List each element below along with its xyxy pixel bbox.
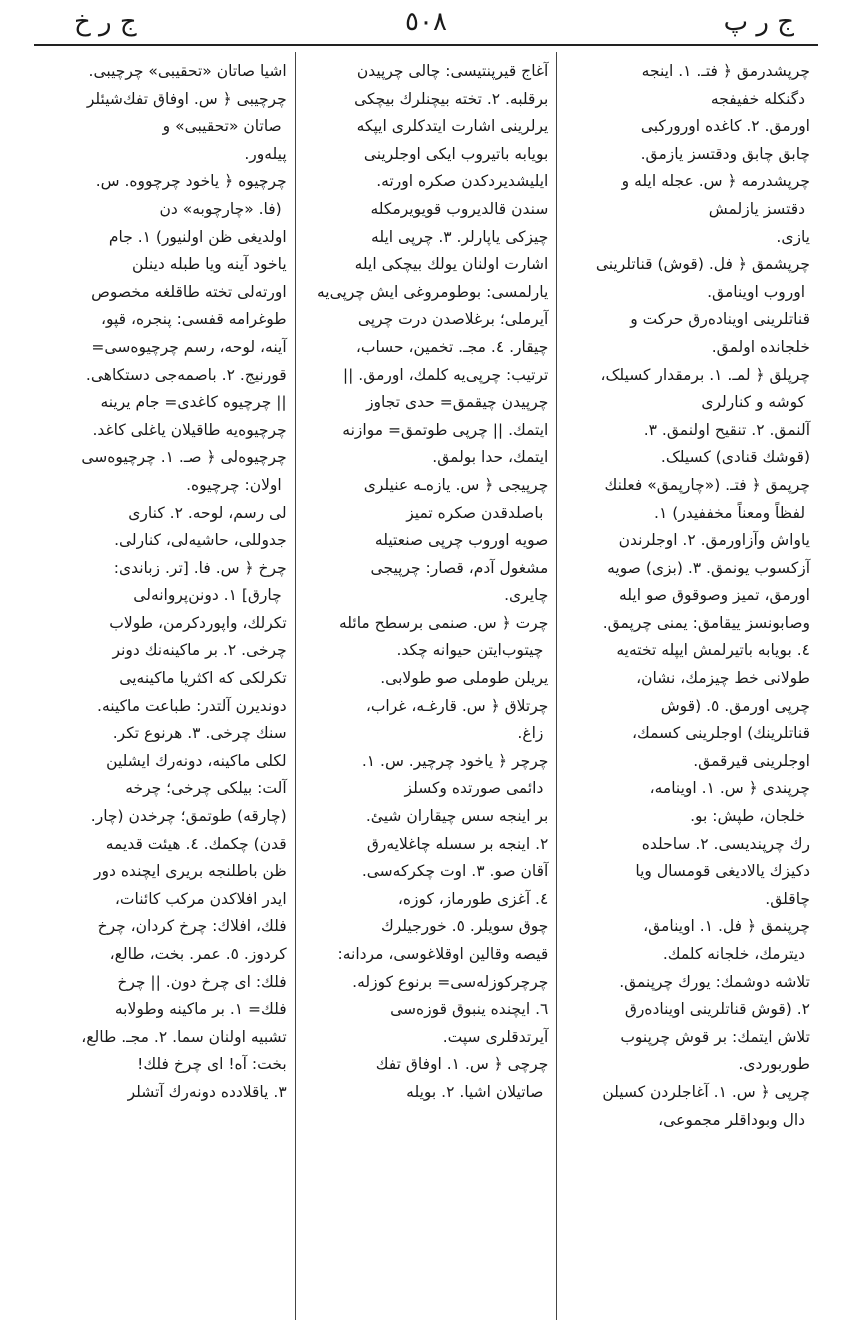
column-right-text: چرپشدرمق ﴿ فتـ. ١. اینجه دگنکله خفیفجه اورمق. ٢. کاغده اورورکبی چابق چابق ودقتسز یازمق. چرپشدرمه ﴿ س. عجله ایله و دقتسز یازلمش یازی. چرپشمق ﴿ فل. (قوش) قناتلرینی اوروب اوینامق. قناتلرینی اوینادەرق حرکت و خلجانده اولمق. چرپلق ﴿ لمـ. ١. برمقدار کسیلک، کوشه و کنارلری آلنمق. ٢. تنقیح اولنمق. ٣. (قوشك قنادی) کسیلک. چرپمق ﴿ فتـ. («چارپمق» فعلنك لفظاً ومعناً مخففیدر) ١. یاواش وآزاورمق. ٢. اوجلرندن آزکسوب یونمق. ٣. (بزی) صویه اورمق، تمیز وصوقوق صو ایله وصابونسز ییقامق: یمنی چرپمق. ٤. بویابه باتیرلمش ایپله تخته‌یه طولانی خط چیزمك، نشان، چرپی اورمق. ٥. (قوش قناتلرینك) اوجلرینی کسمك، اوجلرینی قیرقمق. چرپندی ﴿ س. ١. اوینامه، خلجان، طپش: بو. رك چرپندیسی. ٢. ساحلده دکیزك یالادیغی قومسال ویا چاقلق. چرپنمق ﴿ فل. ١. اوینامق، دیترمك، خلجانه کلمك. تلاشه دوشمك: یورك چرپنمق. ٢. (قوش قناتلرینی اوینادەرق تلاش ایتمك: بر قوش چرپنوب طوربوردی. چرپی ﴿ س. ١. آغاجلردن کسیلن دال وبوداقلر مجموعی،	[595, 62, 810, 1129]
running-head-left-letters: ج ر خ	[74, 7, 137, 37]
column-middle-text: آغاج قیرپنتیسی: چالی چرپیدن برقلبه. ٢. تخته بیچنلرك بیچکی یرلرینی اشارت ایتدکلری ایپکه بویابه باتیروب ایکی اوجلرینی ایلیشدیردکدن صکره اورته. سندن قالدیروب قویویرمکله چیزکی یاپارلر. ٣. چرپی ایله اشارت اولنان یولك بیچکی ایله یارلمسی: بوطومروغی ایش چرپی‌یه آیرملی؛ برغلاصدن درت چرپی چیقار. ٤. مجـ. تخمین، حساب، ترتیب: چرپی‌یه کلمك، اورمق. || چرپیدن چیقمق= حدی تجاوز ایتمك. || چرپی طوتمق= موازنه ایتمك، حدا بولمق. چرپیجی ﴿ س. یازەـه عنیلری باصلدقدن صکره تمیز صویه اوروب چرپی صنعتیله مشغول آدم، قصار: چرپیجی چایری. چرت ﴿ س. صنمی برسطح مائله چیتوب‌ایتن حیوانه چکد. یریلن طوملی صو طولابی. چرتلاق ﴿ س. قارغـه، غراب، زاغ. چرچر ﴿ یاخود چرچیر. س. ١. دائمی صورتده وکسلز بر اینجه سس چیقاران شیئ. ٢. اینجه بر سسله چاغلایەرق آقان صو. ٣. اوت چکرکه‌سی. ٤. آغزی طورماز، کوزه، چوق سویلر. ٥. خورجیلرك قیصه وقالین اوقلاغوسی، مردانه: چرچرکوزله‌سی= برنوع کوزله. ٦. ایچنده ینبوق قوزه‌سی آیرتدقلری سپت. چرچی ﴿ س. ١. اوفاق تفك صاتیلان اشیا. ٢. بویله	[316, 62, 549, 1101]
column-middle	[296, 52, 557, 1320]
page-number: ٥٠٨	[405, 7, 447, 37]
running-head-right-letters: ج ر پ	[723, 7, 794, 37]
running-head	[34, 4, 818, 42]
column-right	[557, 52, 818, 1320]
column-left-text: اشیا صاتان «تحقیبی» چرچیبی. چرچیبی ﴿ س. اوفاق تفك‌شیئلر صاتان «تحقیبی» و پیله‌ور. چرچیوه ﴿ یاخود چرچووه. س. (فا. «چارچوبه» دن اولدیغی ظن اولنیور) ١. جام یاخود آینه ویا طبله دینلن اورتەلی تخته طاقلغه مخصوص طوغرامه قفسی: پنجره، قپو، آینه، لوحه، رسم چرچیوه‌سی= قورنیج. ٢. باصمه‌جی دستکاهی. || چرچیوه کاغدی= جام یرینه چرچیوه‌یه طاقیلان یاغلی کاغد. چرچیوه‌لی ﴿ صـ. ١. چرچیوه‌سی اولان: چرچیوه. لی رسم، لوحه. ٢. کناری جدوللی، حاشیەلی، کنارلی. چرخ ﴿ س. فا. [تر. زباندی: چارق] ١. دونن‌پروانه‌لی تکرلك، واپوردکرمن، طولاب چرخی. ٢. بر ماکینه‌نك دونر تکرلکی که اکثریا ماکینه‌یی دوندیرن آلتدر: طباعت ماکینه. سنك چرخی. ٣. هرنوع تکر. لکلی ماکینه، دونەرك ایشلین آلت: بیلکی چرخی؛ چرخه (چارقه) طوتمق؛ چرخدن (چار. قدن) چکمك. ٤. هیئت قدیمه ظن باطلنجه بریری ایچنده دور ایدر افلاکدن مرکب کائنات، فلك، افلاك: چرخ کردان، چرخ کردوز. ٥. عمر. بخت، طالع، فلك: ای چرخ دون. || چرخ فلك= ١. بر ماکینه وطولابه تشبیه اولنان سما. ٢. مجـ. طالع، بخت: آه! ای چرخ فلك! ٣. یاقلادده دونەرك آتشلر	[81, 62, 287, 1101]
header-rule	[34, 44, 818, 46]
column-left	[34, 52, 295, 1320]
text-columns	[34, 52, 818, 1320]
